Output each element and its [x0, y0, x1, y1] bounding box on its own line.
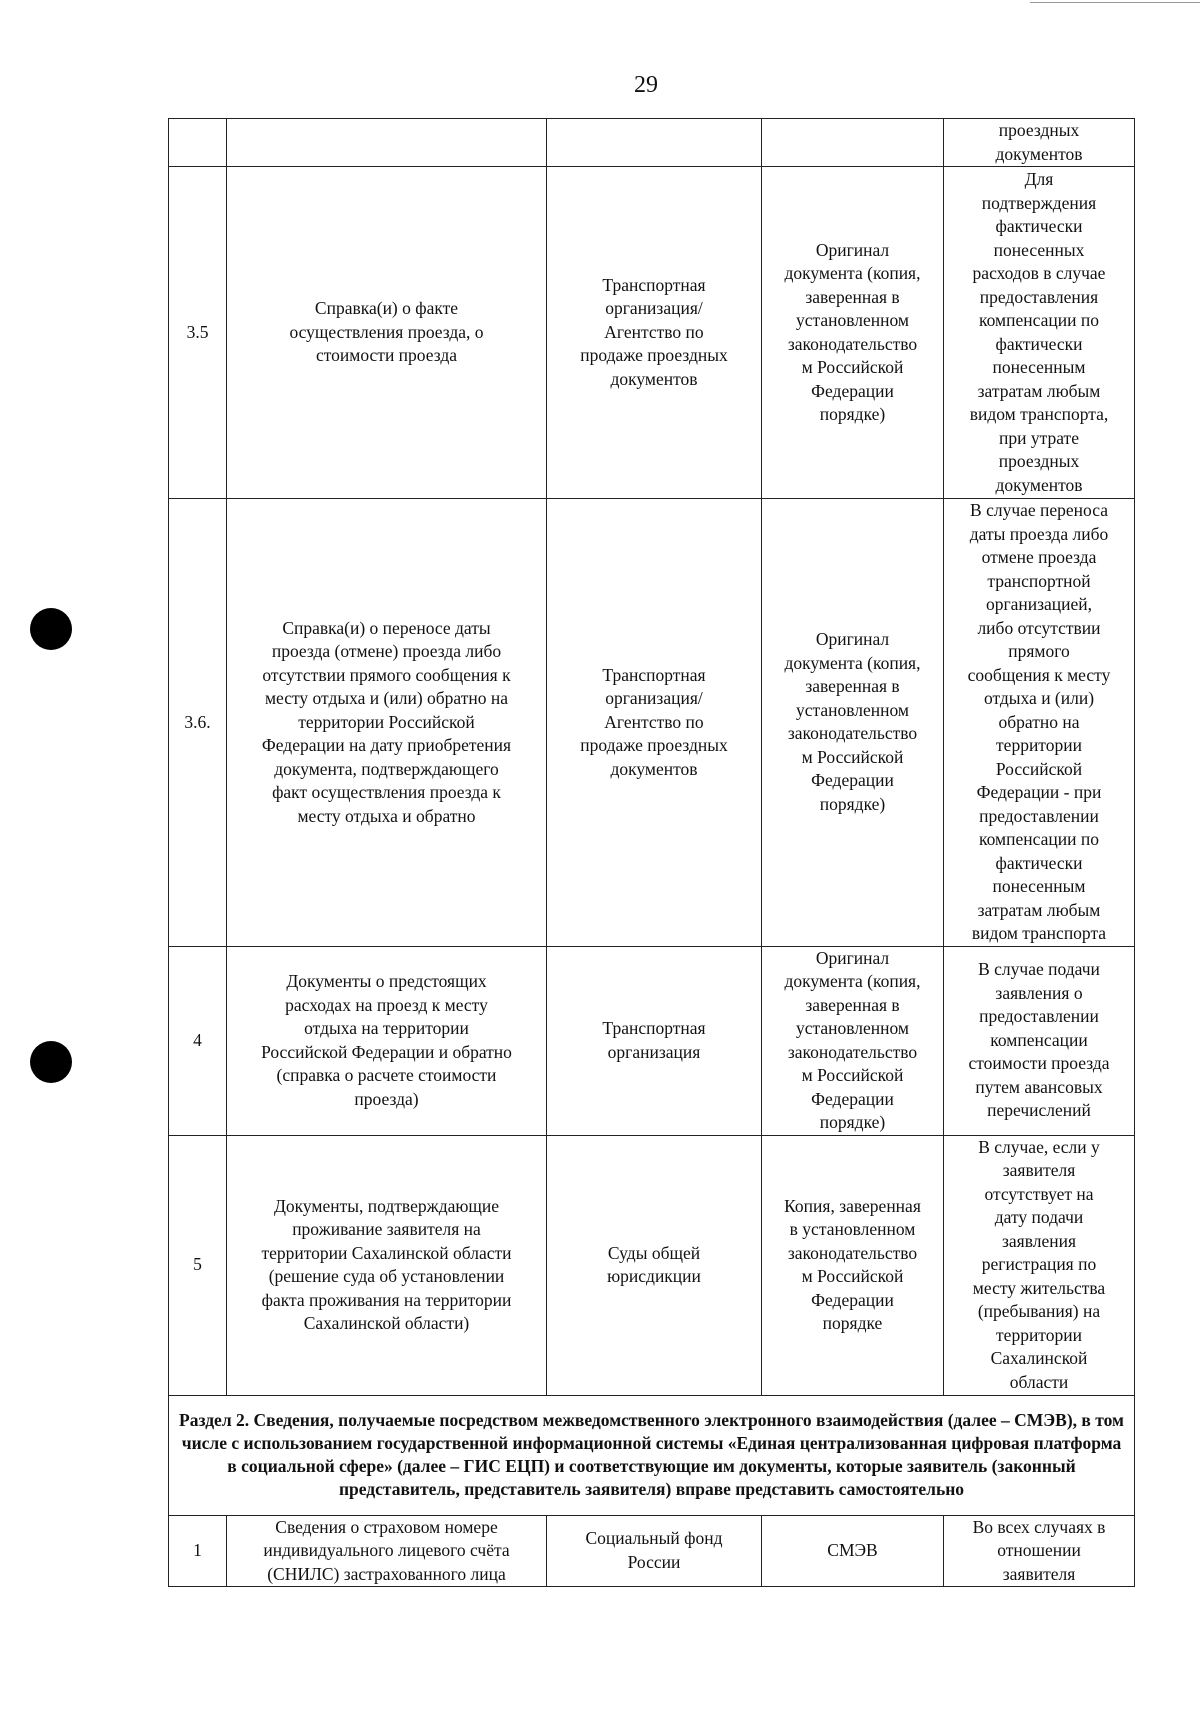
document-source: Суды общей юрисдикции	[547, 1135, 762, 1395]
table-row	[169, 499, 1135, 947]
table-row	[169, 946, 1135, 1135]
row-number: 3.5	[169, 167, 227, 499]
row-number: 3.6.	[169, 499, 227, 947]
document-name: Справка(и) о переносе даты проезда (отмене) проезда либо отсутствии прямого сообщения к месту отдыха и (или) обратно на территории Российской Федерации на дату приобретения документа, подтверждающего факт осуществления проезда к месту отдыха и обратно	[227, 499, 547, 947]
submission-condition: проездных документов	[944, 119, 1135, 167]
section-2-header: Раздел 2. Сведения, получаемые посредством межведомственного электронного взаимодействия (далее – СМЭВ), в том числе с использованием государственной информационной системы «Единая централизованная цифровая платформа в социальной сфере» (далее – ГИС ЕЦП) и соответствующие им документы, которые заявитель (законный представитель, представитель заявителя) вправе представить самостоятельно	[169, 1395, 1135, 1515]
document-source	[547, 119, 762, 167]
table-row	[169, 167, 1135, 499]
document-form: Оригинал документа (копия, заверенная в установленном законодательство м Российской Федерации порядке)	[762, 499, 944, 947]
submission-condition: Для подтверждения фактически понесенных расходов в случае предоставления компенсации по фактически понесенным затратам любым видом транспорта, при утрате проездных документов	[944, 167, 1135, 499]
section-2-header-row	[169, 1395, 1135, 1515]
row-number	[169, 119, 227, 167]
table-row	[169, 119, 1135, 167]
table-row	[169, 1135, 1135, 1395]
document-name: Документы, подтверждающие проживание заявителя на территории Сахалинской области (решение суда об установлении факта проживания на территории Сахалинской области)	[227, 1135, 547, 1395]
document-form	[762, 119, 944, 167]
submission-condition: В случае, если у заявителя отсутствует на дату подачи заявления регистрация по месту жительства (пребывания) на территории Сахалинской области	[944, 1135, 1135, 1395]
page-number: 29	[634, 72, 658, 98]
document-form: Копия, заверенная в установленном законодательство м Российской Федерации порядке	[762, 1135, 944, 1395]
document-source: Транспортная организация/ Агентство по продаже проездных документов	[547, 499, 762, 947]
document-form: Оригинал документа (копия, заверенная в установленном законодательство м Российской Федерации порядке)	[762, 167, 944, 499]
table-row	[169, 1515, 1135, 1587]
document-source: Социальный фонд России	[547, 1515, 762, 1587]
document-name: Сведения о страховом номере индивидуального лицевого счёта (СНИЛС) застрахованного лица	[227, 1515, 547, 1587]
punch-hole	[30, 608, 72, 650]
document-source: Транспортная организация/ Агентство по продаже проездных документов	[547, 167, 762, 499]
document-name: Справка(и) о факте осуществления проезда, о стоимости проезда	[227, 167, 547, 499]
document-name	[227, 119, 547, 167]
scan-top-line	[1030, 2, 1200, 3]
punch-hole	[30, 1041, 72, 1083]
row-number: 4	[169, 946, 227, 1135]
submission-condition: В случае подачи заявления о предоставлении компенсации стоимости проезда путем авансовых перечислений	[944, 946, 1135, 1135]
submission-condition: В случае переноса даты проезда либо отмене проезда транспортной организацией, либо отсутствии прямого сообщения к месту отдыха и (или) обратно на территории Российской Федерации - при предоставлении компенсации по фактически понесенным затратам любым видом транспорта	[944, 499, 1135, 947]
documents-table	[168, 118, 1135, 1587]
row-number: 5	[169, 1135, 227, 1395]
document-name: Документы о предстоящих расходах на проезд к месту отдыха на территории Российской Федерации и обратно (справка о расчете стоимости проезда)	[227, 946, 547, 1135]
submission-condition: Во всех случаях в отношении заявителя	[944, 1515, 1135, 1587]
document-form: СМЭВ	[762, 1515, 944, 1587]
document-source: Транспортная организация	[547, 946, 762, 1135]
row-number: 1	[169, 1515, 227, 1587]
document-form: Оригинал документа (копия, заверенная в установленном законодательство м Российской Федерации порядке)	[762, 946, 944, 1135]
